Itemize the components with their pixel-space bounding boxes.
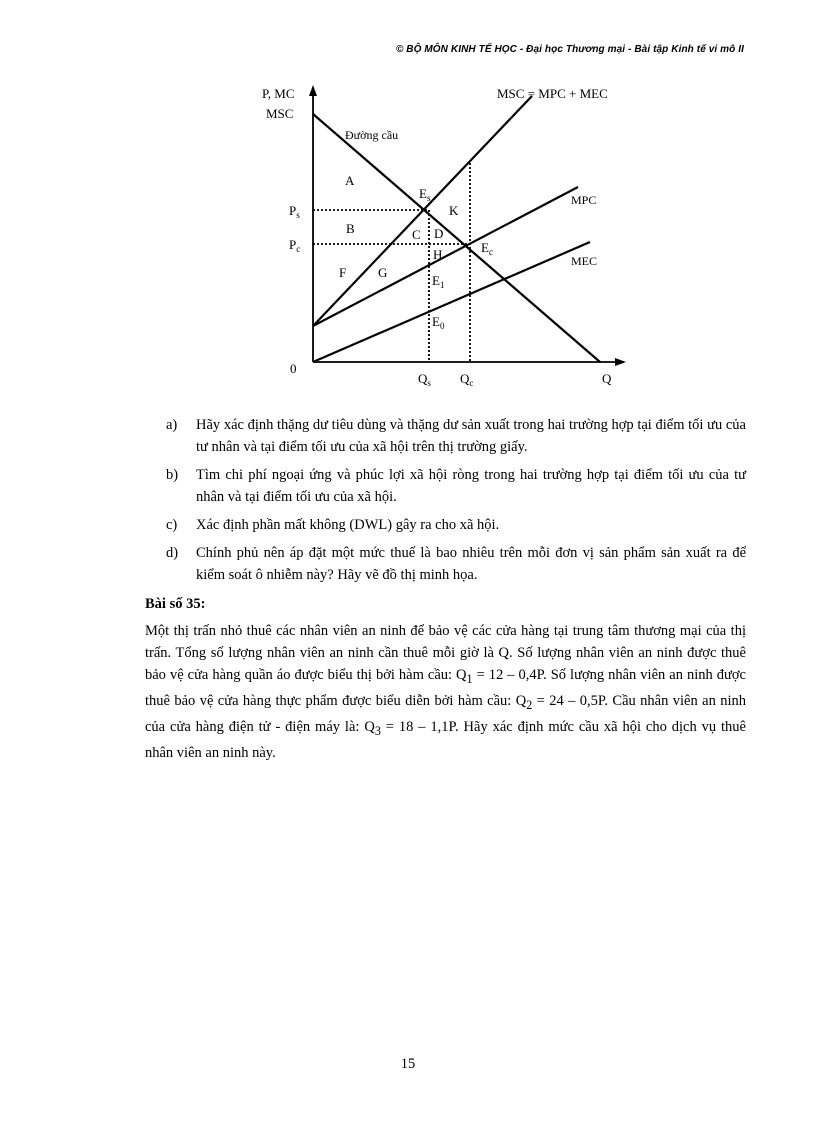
ps-label: $P_s$ [289, 203, 300, 220]
e1-label: $E_1$ [432, 273, 445, 290]
paragraph-text: = 24 – 0,5P. Cầu nhân viên an ninh của cửa hàng điện tử - điện máy là: Q [145, 692, 747, 735]
mpc-curve-label: MPC [571, 193, 597, 207]
msc-intercept-label: MSC [266, 106, 294, 121]
qc-label: $Q_c$ [460, 371, 474, 388]
mec-curve-label: MEC [571, 254, 598, 268]
question-b [166, 464, 746, 508]
question-label: d) [166, 545, 179, 561]
area-d-label: D [434, 226, 444, 241]
question-text: Chính phủ nên áp đặt một mức thuế là bao nhiêu trên mỗi đơn vị sản phẩm sản xuất ra để kiểm soát ô nhiễm này? Hãy vẽ đồ thị minh họa. [196, 545, 746, 583]
subscript: 3 [374, 723, 381, 738]
e0-label: $E_0$ [432, 314, 445, 331]
mec-curve [313, 242, 590, 362]
question-list [166, 414, 746, 592]
question-text: Hãy xác định thặng dư tiêu dùng và thặng dư sản xuất trong hai trường hợp tại điểm tối ưu của tư nhân và tại điểm tối ưu của xã hội trên thị trường giấy. [196, 417, 746, 455]
demand-label: Đường cầu [345, 128, 399, 142]
question-c [166, 514, 746, 536]
msc-curve-label: MSC = MPC + MEC [497, 86, 608, 101]
page-header: © BỘ MÔN KINH TẾ HỌC - Đại học Thương mại - Bài tập Kinh tế vi mô II [395, 44, 744, 55]
area-b-label: B [346, 221, 355, 236]
demand-curve [313, 114, 600, 362]
y-axis-label: P, MC [262, 86, 295, 101]
qs-label: $Q_s$ [418, 371, 431, 388]
area-f-label: F [339, 265, 347, 280]
area-h-label: H [433, 247, 443, 262]
paragraph-text: = 18 – 1,1P. Hãy xác định mức cầu xã hội cho dịch vụ thuê nhân viên an ninh này. [145, 718, 746, 761]
question-label: a) [166, 417, 178, 433]
question-label: c) [166, 517, 178, 533]
subscript: 2 [526, 697, 533, 712]
question-d [166, 542, 746, 586]
paragraph-text: = 12 – 0,4P. Số lượng nhân viên an ninh được thuê bảo vệ cửa hàng thực phẩm được biểu diễn bởi hàm cầu: Q [145, 667, 746, 709]
area-c-label: C [412, 227, 421, 242]
question-text: Xác định phần mất không (DWL) gây ra cho xã hội. [196, 517, 500, 533]
x-axis-label: Q [602, 371, 612, 386]
y-axis-arrow [309, 85, 317, 96]
es-label: $E_s$ [419, 186, 431, 203]
subscript: 1 [466, 671, 473, 686]
question-label: b) [166, 467, 179, 483]
pc-label: $P_c$ [289, 237, 301, 254]
area-g-label: G [378, 265, 388, 280]
ec-label: $E_c$ [481, 240, 493, 257]
paragraph-text: Một thị trấn nhỏ thuê các nhân viên an ninh để bảo vệ các cửa hàng tại trung tâm thương mại của thị trấn. Tổng số lượng nhân viên an ninh cần thuê mỗi giờ là Q. Số lượng nhân viên an ninh được thuê bảo vệ cửa hàng quần áo được biểu thị bởi hàm cầu: Q [145, 623, 746, 683]
question-text: Tìm chi phí ngoại ứng và phúc lợi xã hội ròng trong hai trường hợp tại điểm tối ưu của tư nhân và tại điểm tối ưu của xã hội. [196, 467, 746, 505]
x-axis-arrow [615, 358, 626, 366]
section-title: Bài số 35: [145, 596, 206, 612]
origin-label: 0 [290, 361, 297, 376]
page-number: 15 [400, 1056, 416, 1072]
question-a [166, 414, 746, 458]
area-k-label: K [449, 203, 459, 218]
externality-graph [0, 0, 816, 400]
section-paragraph [145, 620, 746, 764]
area-a-label: A [345, 173, 355, 188]
